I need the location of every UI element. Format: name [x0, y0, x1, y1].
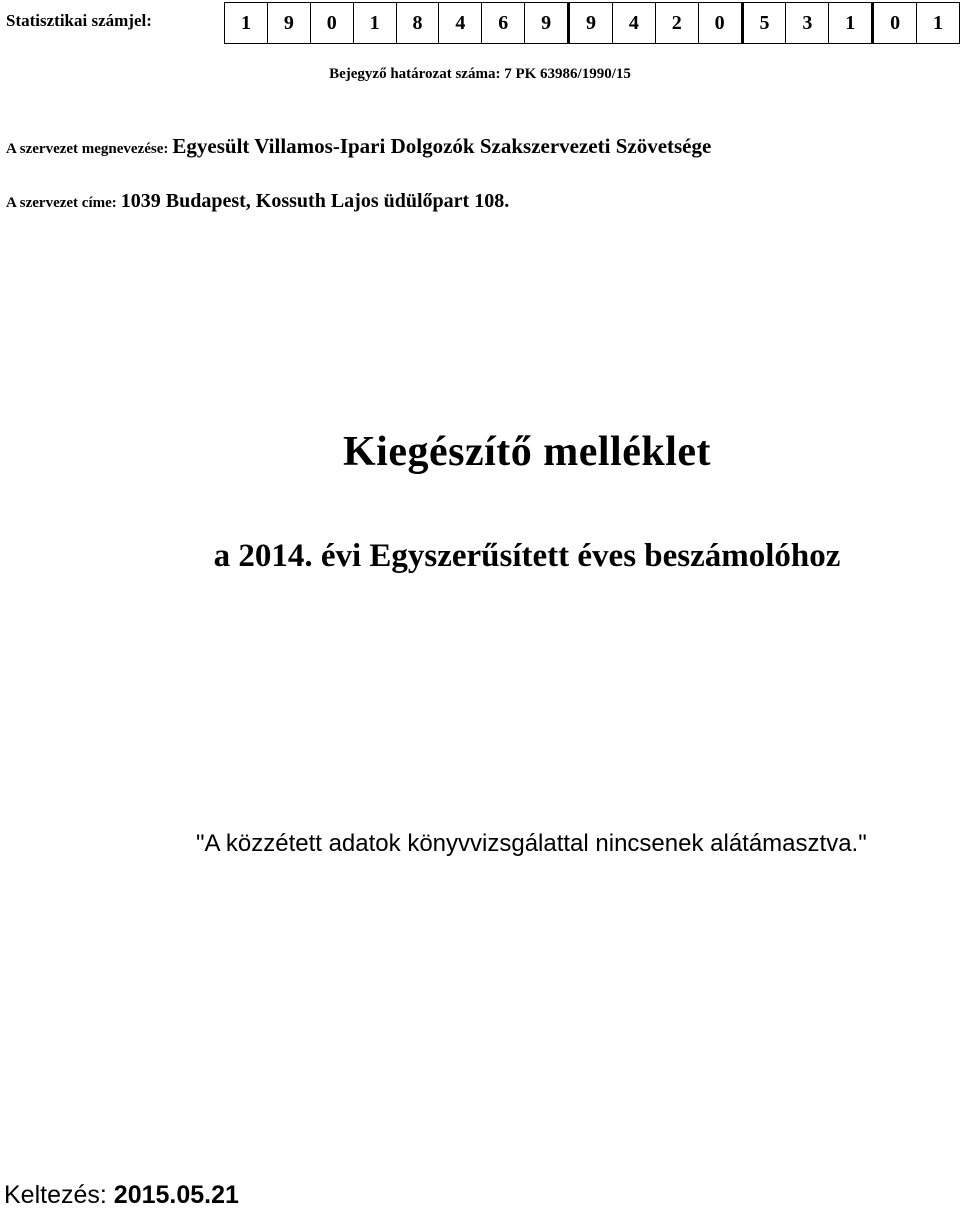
registration-number: Bejegyző határozat száma: 7 PK 63986/1990/15 — [329, 66, 631, 82]
organization-name-value: Egyesült Villamos-Ipari Dolgozók Szakszervezeti Szövetsége — [172, 134, 712, 158]
organization-address-label: A szervezet címe: — [6, 195, 117, 211]
document-title: Kiegészítő melléklet — [342, 429, 712, 475]
digit-cell: 3 — [786, 3, 829, 44]
statistical-number-grid — [224, 2, 960, 44]
organization-name-label: A szervezet megnevezése: — [6, 141, 169, 157]
digit-cell: 1 — [225, 3, 268, 44]
digit-cell: 9 — [267, 3, 310, 44]
digit-cell: 0 — [310, 3, 353, 44]
digit-cell: 1 — [917, 3, 960, 44]
organization-name-line — [6, 134, 711, 159]
digit-cell: 1 — [829, 3, 873, 44]
digit-cell: 0 — [873, 3, 917, 44]
digit-cell: 9 — [569, 3, 613, 44]
document-subtitle: a 2014. évi Egyszerűsített éves beszámolóhoz — [213, 538, 841, 574]
digit-cell: 4 — [612, 3, 655, 44]
digit-cell: 8 — [396, 3, 439, 44]
date-value: 2015.05.21 — [113, 1181, 239, 1209]
digit-cell: 1 — [353, 3, 396, 44]
digit-cell: 6 — [482, 3, 525, 44]
organization-address-line — [6, 190, 509, 213]
statistical-number-label: Statisztikai számjel: — [6, 11, 152, 30]
audit-notice: "A közzétett adatok könyvvizsgálattal nincsenek alátámasztva." — [196, 830, 867, 857]
digit-cell: 9 — [525, 3, 569, 44]
digit-cell: 2 — [655, 3, 698, 44]
digit-cell: 4 — [439, 3, 482, 44]
organization-address-value: 1039 Budapest, Kossuth Lajos üdülőpart 108. — [120, 190, 510, 212]
digit-cell: 0 — [698, 3, 742, 44]
statistical-number-row — [0, 0, 960, 44]
date-line — [4, 1181, 239, 1210]
digit-cell: 5 — [742, 3, 786, 44]
date-label: Keltezés: — [4, 1181, 107, 1209]
